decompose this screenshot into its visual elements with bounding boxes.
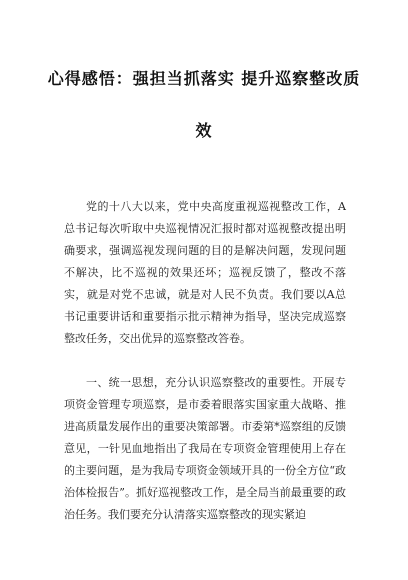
paragraph-1-block bbox=[64, 196, 346, 350]
paragraph-2-block bbox=[64, 372, 346, 526]
document-title-line-1: 心得感悟：强担当抓落实 提升巡察整改质 bbox=[47, 69, 361, 88]
paragraph-2: 一、统一思想，充分认识巡察整改的重要性。开展专项资金管理专项巡察，是市委着眼落实国家重大战略、推进高质量发展作出的重要决策部署。市委第*巡察组的反馈意见，一针见血地指出了我局在专项资金管理使用上存在的主要问题，是为我局专项资金领域开具的一份全方位“政治体检报告”。抓好巡视整改工作，是全局当前最重要的政治任务。我们要充分认清落实巡察整改的现实紧迫 bbox=[64, 376, 346, 521]
document-title-line-2: 效 bbox=[195, 121, 213, 140]
paragraph-1: 党的十八大以来，党中央高度重视巡视整改工作，A总书记每次听取中央巡视情况汇报时都对巡视整改提出明确要求，强调巡视发现问题的目的是解决问题，发现问题不解决，比不巡视的效果还坏；巡视反馈了，整改不落实，就是对党不忠诚，就是对人民不负责。我们要以A总书记重要讲话和重要指示批示精神为指导，坚决完成巡察整改任务，交出优异的巡察整改答卷。 bbox=[64, 200, 346, 345]
